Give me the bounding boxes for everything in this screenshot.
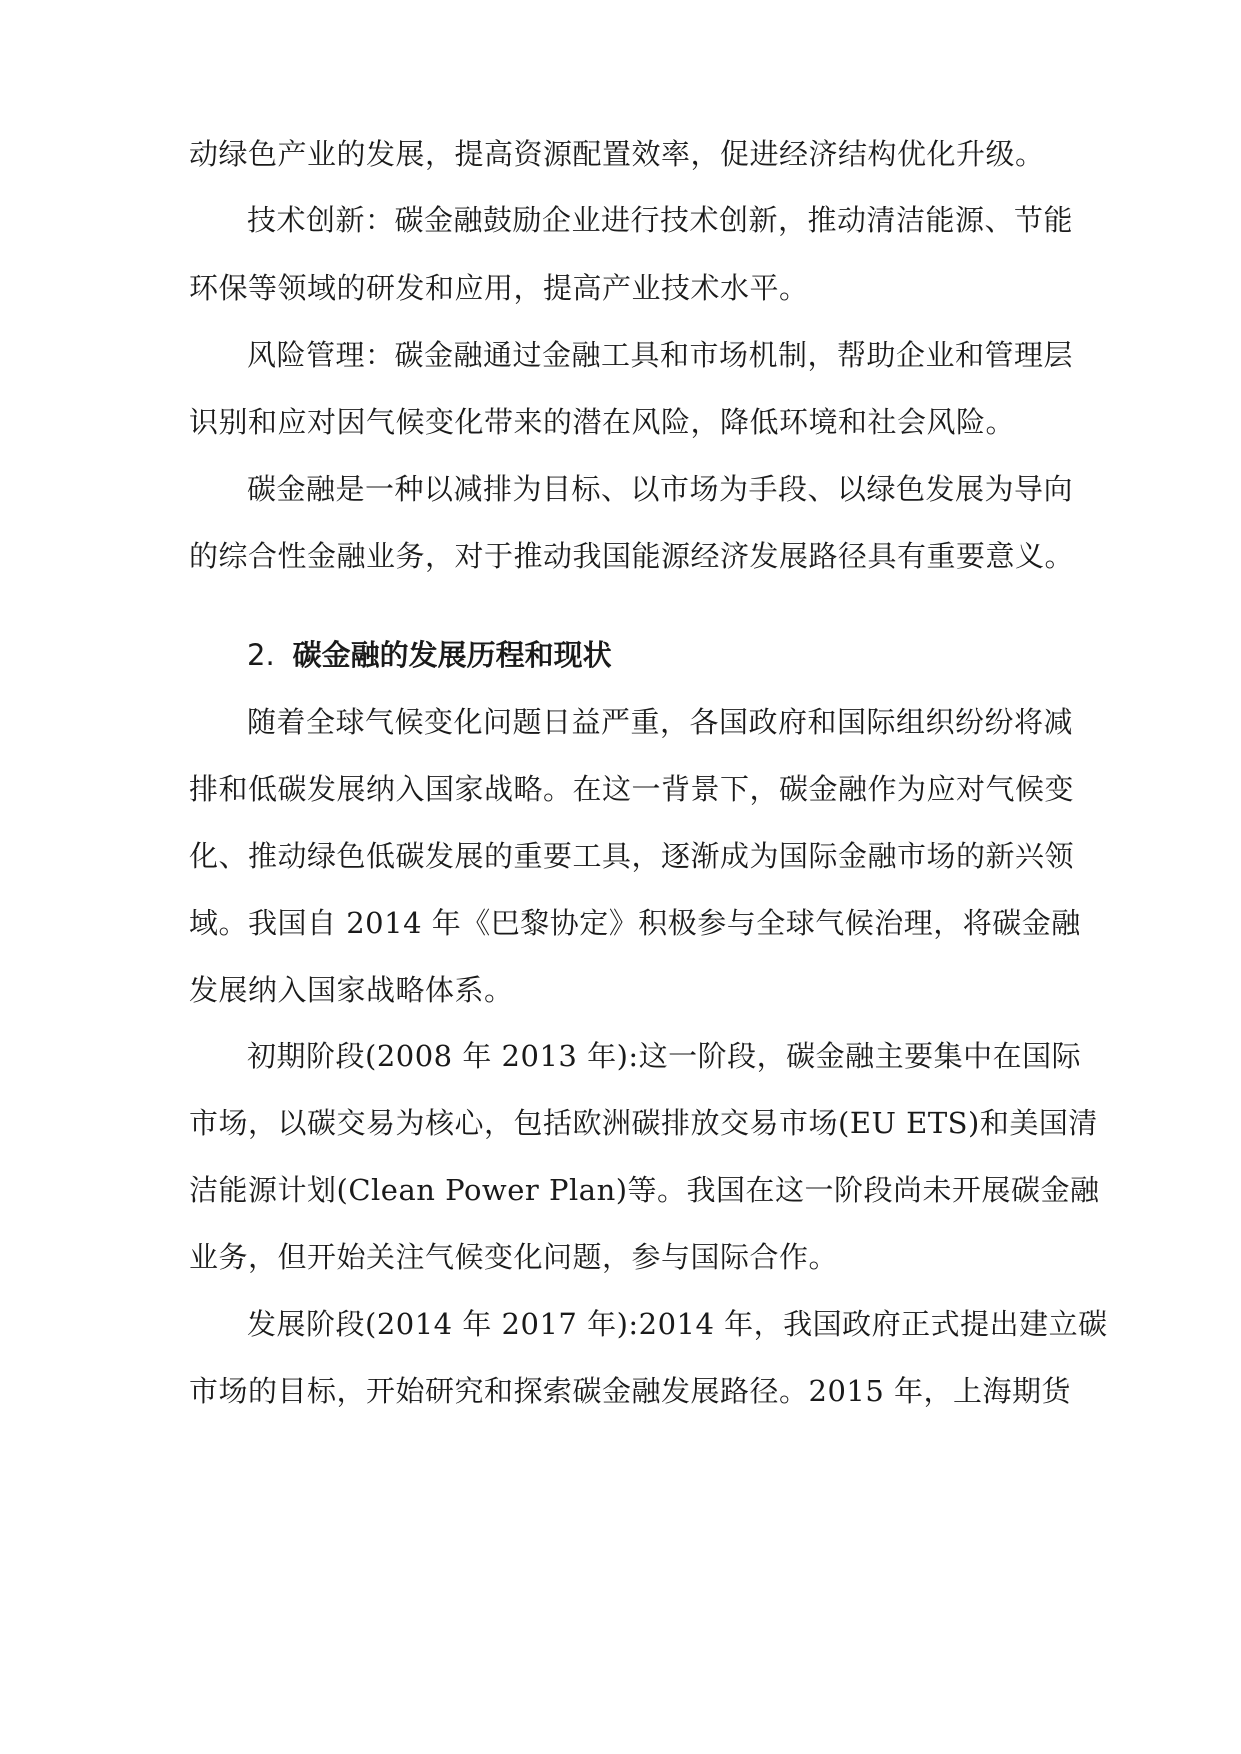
section-title: 碳金融的发展历程和现状 (292, 638, 612, 672)
paragraph-line: 发展阶段(2014 年 2017 年):2014 年，我国政府正式提出建立碳 (247, 1307, 1108, 1341)
paragraph-line: 技术创新：碳金融鼓励企业进行技术创新，推动清洁能源、节能 (247, 203, 1074, 237)
paragraph-line: 排和低碳发展纳入国家战略。在这一背景下，碳金融作为应对气候变 (189, 772, 1075, 806)
paragraph-line: 化、推动绿色低碳发展的重要工具，逐渐成为国际金融市场的新兴领 (189, 839, 1075, 873)
paragraph-line: 动绿色产业的发展，提高资源配置效率，促进经济结构优化升级。 (189, 137, 1045, 171)
paragraph-line: 随着全球气候变化问题日益严重，各国政府和国际组织纷纷将减 (247, 705, 1074, 739)
paragraph-line: 业务，但开始关注气候变化问题，参与国际合作。 (189, 1240, 839, 1274)
paragraph-line: 域。我国自 2014 年《巴黎协定》积极参与全球气候治理，将碳金融 (189, 906, 1081, 940)
paragraph-line: 洁能源计划(Clean Power Plan)等。我国在这一阶段尚未开展碳金融 (189, 1173, 1100, 1207)
paragraph-line: 识别和应对因气候变化带来的潜在风险，降低环境和社会风险。 (189, 405, 1016, 439)
paragraph-line: 风险管理：碳金融通过金融工具和市场机制，帮助企业和管理层 (247, 338, 1074, 372)
section-number: 2. (247, 638, 275, 672)
paragraph-line: 市场，以碳交易为核心，包括欧洲碳排放交易市场(EU ETS)和美国清 (189, 1106, 1098, 1140)
section-heading (247, 635, 612, 675)
paragraph-line: 碳金融是一种以减排为目标、以市场为手段、以绿色发展为导向 (247, 472, 1074, 506)
paragraph-line: 的综合性金融业务，对于推动我国能源经济发展路径具有重要意义。 (189, 539, 1075, 573)
paragraph-line: 发展纳入国家战略体系。 (189, 973, 514, 1007)
paragraph-line: 市场的目标，开始研究和探索碳金融发展路径。2015 年，上海期货 (189, 1374, 1072, 1408)
paragraph-line: 环保等领域的研发和应用，提高产业技术水平。 (189, 271, 809, 305)
paragraph-line: 初期阶段(2008 年 2013 年):这一阶段，碳金融主要集中在国际 (247, 1039, 1082, 1073)
